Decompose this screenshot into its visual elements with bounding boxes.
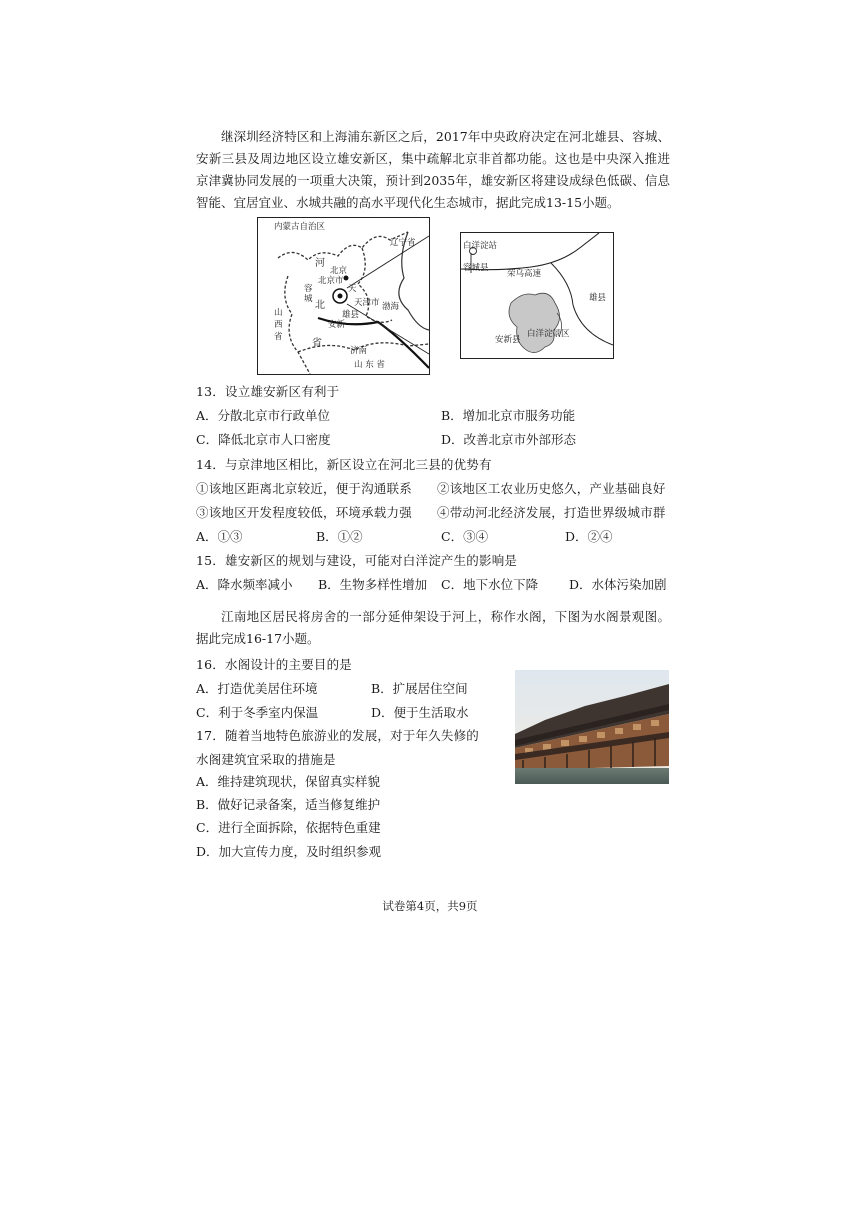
label-he: 河 xyxy=(315,258,325,269)
label-inner-mongolia: 内蒙古自治区 xyxy=(274,222,326,232)
q16-option-d[interactable]: D．便于生活取水 xyxy=(371,705,469,720)
label-rongcheng-county: 容城县 xyxy=(463,263,489,273)
label-shandong: 山 东 省 xyxy=(354,360,385,370)
q14-statement-3: ③该地区开发程度较低，环境承载力强 xyxy=(196,505,412,520)
q13-option-d[interactable]: D．改善北京市外部形态 xyxy=(441,432,577,447)
label-shanxi-2: 西 xyxy=(274,320,283,330)
label-shanxi-1: 山 xyxy=(274,308,283,318)
label-baiyangdian-area: 白洋淀景区 xyxy=(527,329,570,339)
shuige-photo xyxy=(515,670,669,784)
label-bei: 北 xyxy=(315,300,325,311)
q16-stem: 16．水阁设计的主要目的是 xyxy=(196,657,353,672)
q15-option-b[interactable]: B．生物多样性增加 xyxy=(318,577,428,592)
q14-statement-2: ②该地区工农业历史悠久，产业基础良好 xyxy=(437,481,666,496)
q14-option-c[interactable]: C．③④ xyxy=(441,529,489,544)
q13-option-a[interactable]: A．分散北京市行政单位 xyxy=(196,408,331,423)
label-bohai: 渤海 xyxy=(382,302,400,312)
label-beijing-city: 北京 xyxy=(330,266,348,276)
q16-option-a[interactable]: A．打造优美居住环境 xyxy=(196,681,318,696)
q15-option-d[interactable]: D．水体污染加剧 xyxy=(569,577,667,592)
label-xiong: 雄县 xyxy=(342,310,360,320)
q14-option-d[interactable]: D．②④ xyxy=(565,529,613,544)
q14-option-b[interactable]: B．①② xyxy=(316,529,363,544)
q13-stem: 13．设立雄安新区有利于 xyxy=(196,384,340,399)
passage-xiongan: 继深圳经济特区和上海浦东新区之后，2017年中央政府决定在河北雄县、容城、安新三县及周边地区设立雄安新区，集中疏解北京非首都功能。这也是中央深入推进京津冀协同发展的一项重大决策，预计到2035年，雄安新区将建设成绿色低碳、信息智能、宜居宜业、水城共融的高水平现代化生态城市，据此完成13-15小题。 xyxy=(196,129,670,210)
label-baiyangdian-station: 白洋淀站 xyxy=(463,241,498,251)
q14-statement-4: ④带动河北经济发展，打造世界级城市群 xyxy=(437,505,666,520)
label-liaoning: 辽宁省 xyxy=(390,238,416,248)
label-anxin: 安新 xyxy=(328,320,346,330)
map-xiongan-detail xyxy=(460,232,614,359)
q13-option-c[interactable]: C．降低北京市人口密度 xyxy=(196,432,331,447)
q14-option-a[interactable]: A．①③ xyxy=(196,529,243,544)
q15-option-c[interactable]: C．地下水位下降 xyxy=(441,577,539,592)
q13-option-b[interactable]: B．增加北京市服务功能 xyxy=(441,408,576,423)
label-anxin-county: 安新县 xyxy=(495,335,521,345)
q16-option-b[interactable]: B．扩展居住空间 xyxy=(371,681,468,696)
q17-stem-line1: 17．随着当地特色旅游业的发展，对于年久失修的 xyxy=(196,728,480,743)
q15-option-a[interactable]: A．降水频率减小 xyxy=(196,577,293,592)
passage-shuige: 江南地区居民将房舍的一部分延伸架设于河上，称作水阁，下图为水阁景观图。据此完成16-17小题。 xyxy=(196,609,670,646)
q17-option-d[interactable]: D．加大宣传力度，及时组织参观 xyxy=(196,844,382,859)
q17-stem-line2: 水阁建筑宜采取的措施是 xyxy=(196,752,336,767)
label-tianjin: 天津市 xyxy=(354,298,380,308)
page-footer: 试卷第4页，共9页 xyxy=(382,899,478,913)
q16-option-c[interactable]: C．利于冬季室内保温 xyxy=(196,705,319,720)
q17-option-c[interactable]: C．进行全面拆除，依据特色重建 xyxy=(196,820,381,835)
label-rongwu-highway: 荣乌高速 xyxy=(507,269,542,279)
q17-option-b[interactable]: B．做好记录备案，适当修复维护 xyxy=(196,797,381,812)
label-xiong-county: 雄县 xyxy=(589,293,607,303)
shuige-photo-drawing xyxy=(515,670,669,784)
label-rong: 容 xyxy=(304,284,313,294)
q15-stem: 15．雄安新区的规划与建设，可能对白洋淀产生的影响是 xyxy=(196,553,518,568)
q14-statement-1: ①该地区距离北京较近，便于沟通联系 xyxy=(196,481,412,496)
map-jingjinji xyxy=(257,217,430,375)
label-jinan: 济南 xyxy=(350,346,368,356)
label-beijing: 北京市 xyxy=(318,276,344,286)
label-shanxi-3: 省 xyxy=(274,332,283,342)
label-tian: 天 xyxy=(348,284,357,294)
label-sheng: 省 xyxy=(312,338,322,349)
label-cheng: 城 xyxy=(304,294,313,304)
q17-option-a[interactable]: A．维持建筑现状，保留真实样貌 xyxy=(196,774,381,789)
q14-stem: 14．与京津地区相比，新区设立在河北三县的优势有 xyxy=(196,457,492,472)
